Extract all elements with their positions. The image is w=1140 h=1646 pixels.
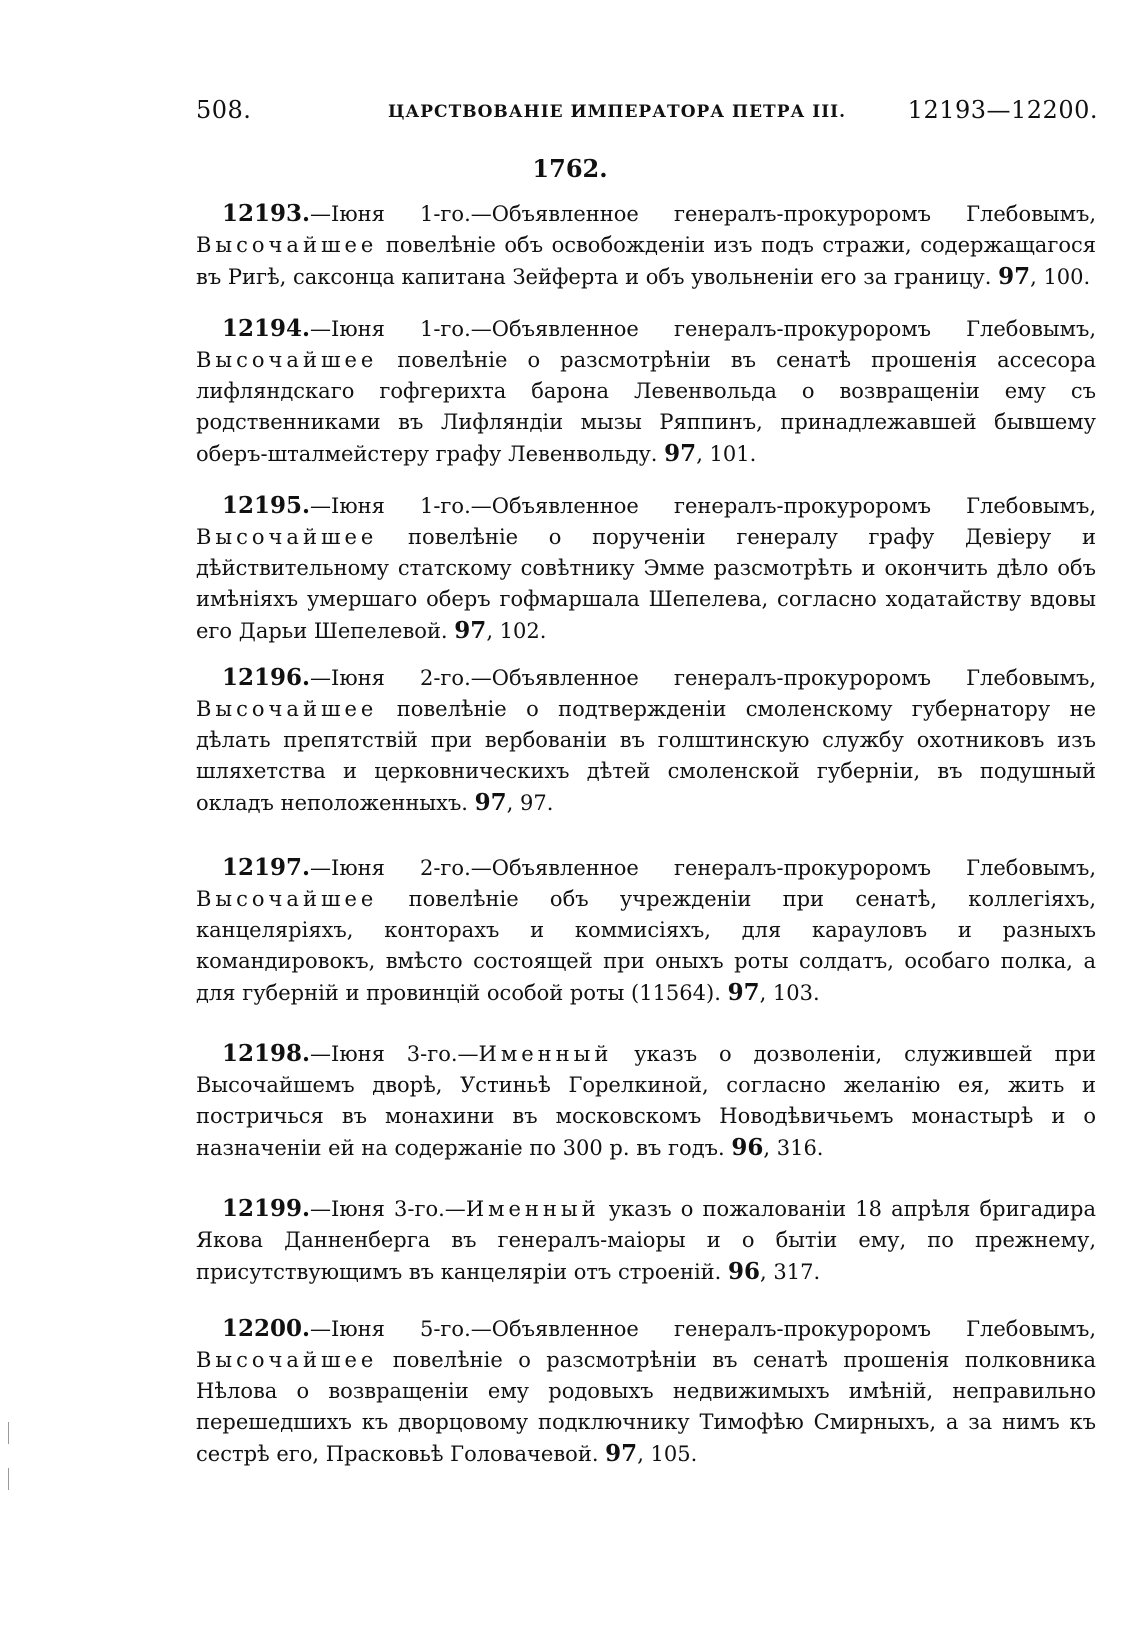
entry-12193 xyxy=(196,198,1096,293)
entry-number: 12199. xyxy=(222,1195,311,1222)
entry-12198 xyxy=(196,1038,1096,1164)
entry-spaced-text: Высочайшее xyxy=(196,348,378,372)
running-head xyxy=(196,96,1098,130)
entry-text: —Іюня 2-го.—Объявленное генералъ-прокуроромъ Глебовымъ, xyxy=(310,856,1096,880)
entry-12194 xyxy=(196,313,1096,470)
entry-text: указъ о пожалованіи 18 апрѣля бригадира Якова Данненберга въ генералъ-маіоры и о бытіи ему, по прежнему, присутствующимъ въ канцеляріи отъ строеній. xyxy=(196,1197,1097,1284)
entry-12197 xyxy=(196,852,1096,1009)
entry-number: 12194. xyxy=(222,315,311,342)
entry-number: 12196. xyxy=(222,664,311,691)
entry-spaced-text: Высочайшее xyxy=(196,1348,378,1372)
entry-12195 xyxy=(196,490,1096,647)
entry-text: повелѣніе о подтвержденіи смоленскому губернатору не дѣлать препятствій при вербованіи въ голштинскую службу охотниковъ изъ шляхетства и церковническихъ дѣтей смоленской губерніи, въ подушный окладъ неположенныхъ. xyxy=(196,697,1096,815)
page-reference: , 102. xyxy=(486,619,547,643)
entry-number: 12198. xyxy=(222,1040,311,1067)
entry-text: повелѣніе объ учрежденіи при сенатѣ, коллегіяхъ, канцеляріяхъ, конторахъ и коммисіяхъ, для карауловъ и разныхъ командировокъ, вмѣсто состоящей при оныхъ роты солдатъ, особаго полка, а для губерній и провинцій особой роты (11564). xyxy=(196,887,1096,1005)
entry-spaced-text: Высочайшее xyxy=(196,525,378,549)
page-reference: , 100. xyxy=(1030,265,1091,289)
scan-margin-mark xyxy=(8,1468,9,1490)
entry-text: —Іюня 1-го.—Объявленное генералъ-прокуроромъ Глебовымъ, xyxy=(310,202,1096,226)
scan-margin-mark xyxy=(8,1422,9,1444)
page-number: 508. xyxy=(196,96,252,124)
entry-12200 xyxy=(196,1313,1096,1470)
page-reference: , 316. xyxy=(763,1136,824,1160)
entry-text: —Іюня 5-го.—Объявленное генералъ-прокуроромъ Глебовымъ, xyxy=(310,1317,1096,1341)
entry-text: —Іюня 3-го.— xyxy=(310,1197,466,1221)
entry-12196 xyxy=(196,662,1096,819)
entry-number: 12193. xyxy=(222,200,311,227)
entry-text: повелѣніе о разсмотрѣніи въ сенатѣ прошенія полковника Нѣлова о возвращеніи ему родовыхъ недвижимыхъ имѣній, неправильно перешедшихъ къ дворцовому подключнику Тимофѣю Смирныхъ, а за нимъ къ сестрѣ его, Прасковьѣ Головачевой. xyxy=(196,1348,1096,1466)
entry-text: повелѣніе о порученіи генералу графу Девіеру и дѣйствительному статскому совѣтнику Эмме разсмотрѣть и окончить дѣло объ имѣніяхъ умершаго оберъ гофмаршала Шепелева, согласно ходатайству вдовы его Дарьи Шепелевой. xyxy=(196,525,1096,643)
page-reference: , 97. xyxy=(506,791,554,815)
entry-spaced-text: Именный xyxy=(478,1042,613,1066)
volume-reference: 97 xyxy=(727,979,760,1006)
volume-reference: 97 xyxy=(998,263,1031,290)
volume-reference: 96 xyxy=(731,1134,764,1161)
volume-reference: 97 xyxy=(664,440,697,467)
volume-reference: 97 xyxy=(605,1440,638,1467)
entry-number: 12200. xyxy=(222,1315,311,1342)
year-heading: 1762. xyxy=(532,154,608,183)
volume-reference: 97 xyxy=(454,617,487,644)
volume-reference: 96 xyxy=(728,1258,761,1285)
entry-text: —Іюня 2-го.—Объявленное генералъ-прокуроромъ Глебовымъ, xyxy=(310,666,1096,690)
entry-text: —Іюня 1-го.—Объявленное генералъ-прокуроромъ Глебовымъ, xyxy=(310,494,1096,518)
page-reference: , 101. xyxy=(696,442,757,466)
entry-text: указъ о дозволеніи, служившей при Высочайшемъ дворѣ, Устиньѣ Горелкиной, согласно желанію ея, жить и постричься въ монахини въ московскомъ Новодѣвичьемъ монастырѣ и о назначеніи ей на содержаніе по 300 р. въ годъ. xyxy=(196,1042,1096,1160)
entry-12199 xyxy=(196,1193,1096,1288)
entry-number: 12195. xyxy=(222,492,311,519)
entry-spaced-text: Высочайшее xyxy=(196,697,378,721)
page-reference: , 105. xyxy=(637,1442,698,1466)
entry-spaced-text: Именный xyxy=(465,1197,600,1221)
entry-range: 12193—12200. xyxy=(907,96,1098,124)
entry-spaced-text: Высочайшее xyxy=(196,233,378,257)
entry-text: —Іюня 3-го.— xyxy=(310,1042,479,1066)
entry-text: повелѣніе объ освобожденіи изъ подъ стражи, содержащагося въ Ригѣ, саксонца капитана Зейферта и объ увольненіи его за границу. xyxy=(196,233,1096,289)
entry-number: 12197. xyxy=(222,854,311,881)
entry-text: повелѣніе о разсмотрѣніи въ сенатѣ прошенія ассесора лифляндскаго гофгерихта барона Левенвольда о возвращеніи ему съ родственниками въ Лифляндіи мызы Ряппинъ, принадлежавшей бывшему оберъ-шталмейстеру графу Левенвольду. xyxy=(196,348,1096,466)
running-title: ЦАРСТВОВАНІЕ ИМПЕРАТОРА ПЕТРА III. xyxy=(388,102,847,122)
entry-text: —Іюня 1-го.—Объявленное генералъ-прокуроромъ Глебовымъ, xyxy=(310,317,1096,341)
page-reference: , 103. xyxy=(759,981,820,1005)
entry-spaced-text: Высочайшее xyxy=(196,887,378,911)
volume-reference: 97 xyxy=(474,789,507,816)
page-reference: , 317. xyxy=(760,1260,821,1284)
